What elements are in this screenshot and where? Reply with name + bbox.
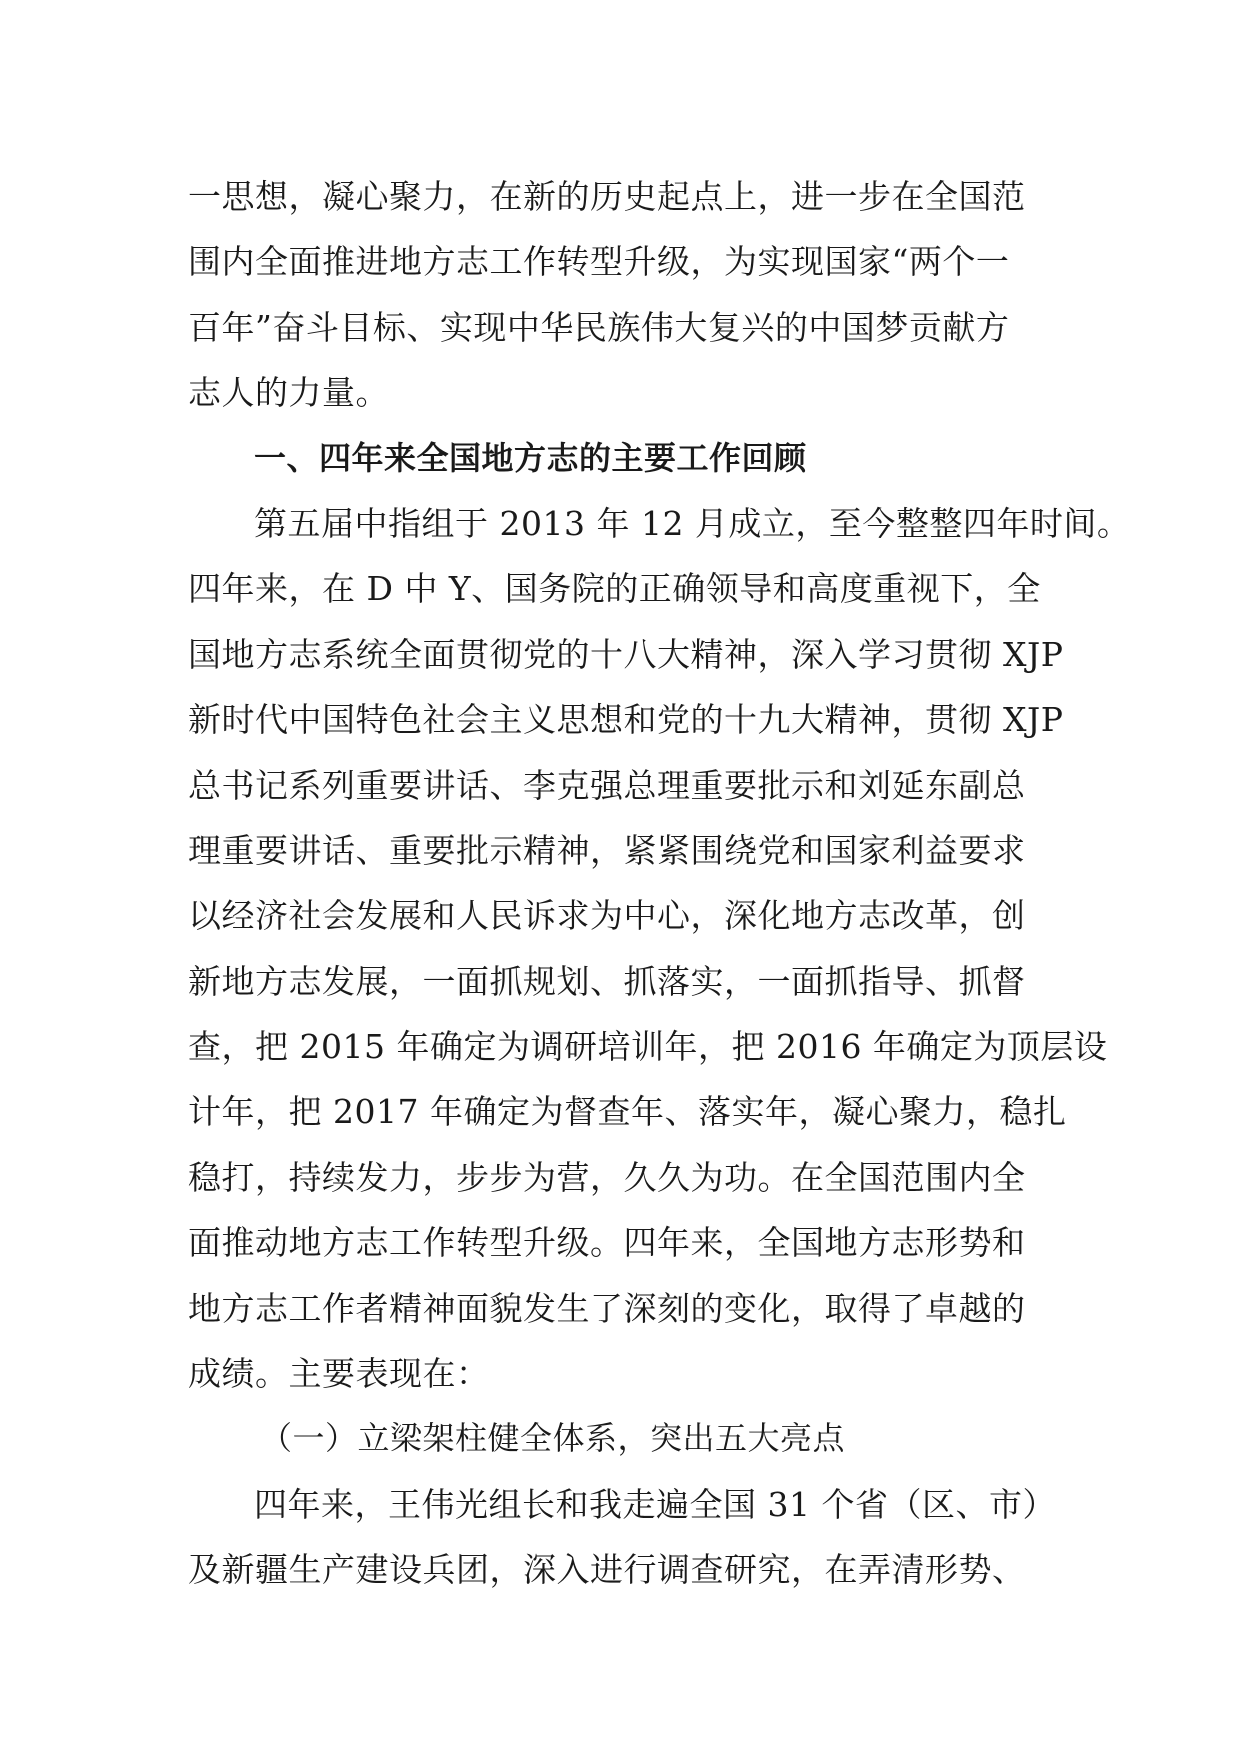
subsection-heading: （一）立梁架柱健全体系，突出五大亮点 <box>260 1419 846 1458</box>
paragraph-line: 总书记系列重要讲话、李克强总理重要批示和刘延东副总 <box>188 765 1026 805</box>
paragraph-line: 百年”奋斗目标、实现中华民族伟大复兴的中国梦贡献方 <box>188 307 1010 347</box>
paragraph-line: 及新疆生产建设兵团，深入进行调查研究，在弄清形势、 <box>188 1550 1026 1590</box>
paragraph-line: 四年来，在 D 中 Y、国务院的正确领导和高度重视下，全 <box>188 569 1041 609</box>
paragraph-line: 志人的力量。 <box>188 373 389 413</box>
paragraph-line: 新时代中国特色社会主义思想和党的十九大精神，贯彻 XJP <box>188 700 1064 740</box>
paragraph-line: 以经济社会发展和人民诉求为中心，深化地方志改革，创 <box>188 896 1026 936</box>
paragraph-line: 计年，把 2017 年确定为督查年、落实年，凝心聚力，稳扎 <box>188 1092 1067 1132</box>
paragraph-line: 地方志工作者精神面貌发生了深刻的变化，取得了卓越的 <box>188 1288 1026 1328</box>
paragraph-line: 一思想，凝心聚力，在新的历史起点上，进一步在全国范 <box>188 177 1026 216</box>
paragraph-line: 国地方志系统全面贯彻党的十八大精神，深入学习贯彻 XJP <box>188 634 1064 674</box>
paragraph-line: 四年来，王伟光组长和我走遍全国 31 个省（区、市） <box>254 1484 1056 1524</box>
section-heading: 一、四年来全国地方志的主要工作回顾 <box>254 438 807 477</box>
paragraph-line: 围内全面推进地方志工作转型升级，为实现国家“两个一 <box>188 242 1010 282</box>
paragraph-line: 查，把 2015 年确定为调研培训年，把 2016 年确定为顶层设 <box>188 1027 1108 1067</box>
paragraph-line: 新地方志发展，一面抓规划、抓落实，一面抓指导、抓督 <box>188 961 1026 1001</box>
body-text <box>188 164 1131 1603</box>
paragraph-line: 理重要讲话、重要批示精神，紧紧围绕党和国家利益要求 <box>188 830 1026 870</box>
paragraph-line: 第五届中指组于 2013 年 12 月成立，至今整整四年时间。 <box>254 503 1131 543</box>
paragraph-line: 成绩。主要表现在： <box>188 1354 490 1394</box>
paragraph-line: 稳打，持续发力，步步为营，久久为功。在全国范围内全 <box>188 1157 1026 1197</box>
paragraph-line: 面推动地方志工作转型升级。四年来，全国地方志形势和 <box>188 1223 1026 1263</box>
